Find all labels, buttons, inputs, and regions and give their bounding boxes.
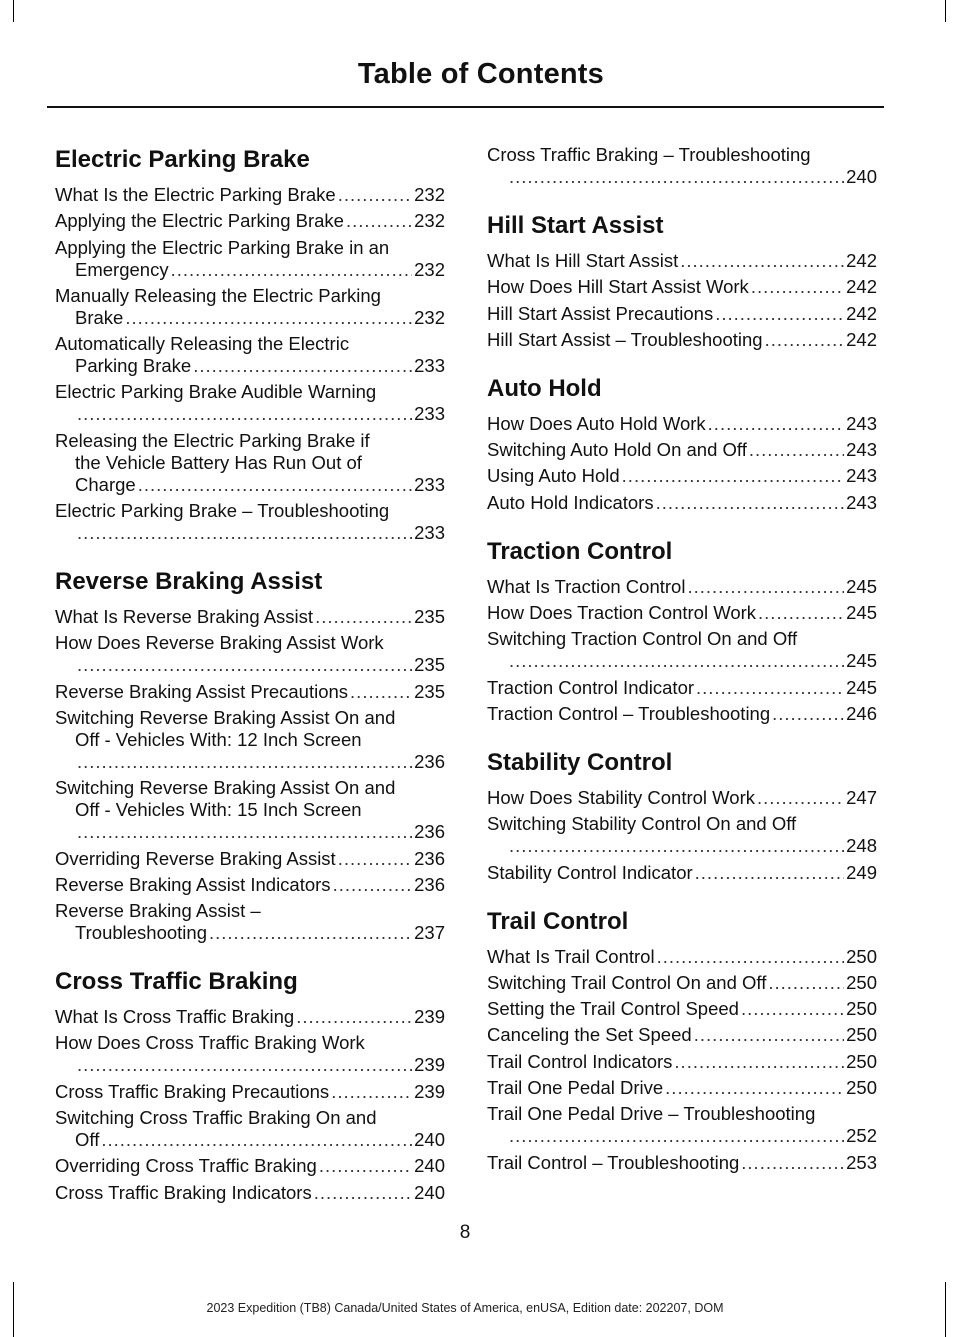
toc-entry-what-is-the-electric-parking-brake[interactable] xyxy=(55,184,445,206)
dot-leader xyxy=(765,329,845,351)
toc-entry-label: Parking Brake xyxy=(75,355,192,377)
toc-entry-label: Off xyxy=(75,1129,100,1151)
toc-entry-label: Overriding Reverse Braking Assist xyxy=(55,847,336,869)
dot-leader xyxy=(509,1125,844,1147)
toc-left-column xyxy=(55,144,445,1208)
dot-leader xyxy=(694,1024,844,1046)
toc-entry-page: 232 xyxy=(414,258,445,280)
toc-entry-label: Reverse Braking Assist Indicators xyxy=(55,873,331,895)
toc-entry-page: 239 xyxy=(414,1080,445,1102)
toc-entry-label: What Is Hill Start Assist xyxy=(487,250,679,271)
toc-entry-page: 245 xyxy=(846,575,877,597)
toc-entry-label: Trail Control Indicators xyxy=(487,1050,673,1072)
toc-entry-label: Auto Hold Indicators xyxy=(487,491,654,513)
toc-entry-label: What Is the Electric Parking Brake xyxy=(55,184,336,205)
section-heading: Traction Control xyxy=(487,537,673,565)
toc-entry-page: 236 xyxy=(414,821,445,843)
toc-section-continued xyxy=(487,144,877,188)
toc-entry-label: How Does Auto Hold Work xyxy=(487,412,706,434)
toc-entry-label: Charge xyxy=(75,473,136,495)
toc-entry-page: 239 xyxy=(414,1006,445,1028)
dot-leader xyxy=(708,413,844,435)
toc-entry-page: 242 xyxy=(846,328,877,350)
toc-entry-label: Electric Parking Brake Audible Warning xyxy=(55,381,377,403)
toc-entry-label: Troubleshooting xyxy=(75,922,207,944)
section-heading: Trail Control xyxy=(487,907,629,935)
toc-entry-label: Trail Control – Troubleshooting xyxy=(487,1151,740,1173)
toc-entry-page: 250 xyxy=(846,1024,877,1046)
dot-leader xyxy=(77,522,412,544)
toc-entry-page: 237 xyxy=(414,922,445,944)
toc-entry-what-is-reverse-braking-assist[interactable] xyxy=(55,606,445,628)
dot-leader xyxy=(77,403,412,425)
toc-entry-label: Cross Traffic Braking Indicators xyxy=(55,1181,312,1203)
toc-entry-label: Switching Stability Control On and Off xyxy=(487,813,797,835)
toc-entry-auto-hold-indicators[interactable] xyxy=(487,492,877,514)
toc-entry-label: Switching Auto Hold On and Off xyxy=(487,439,747,461)
toc-entry-switching-auto-hold-on-and-off[interactable] xyxy=(487,439,877,461)
toc-entry-label: What Is Reverse Braking Assist xyxy=(55,606,314,628)
dot-leader xyxy=(101,1129,412,1151)
toc-entry-page: 250 xyxy=(846,945,877,967)
toc-entry-label: Hill Start Assist Precautions xyxy=(487,302,714,324)
section-heading: Electric Parking Brake xyxy=(55,146,310,173)
toc-entry-page: 247 xyxy=(846,786,877,808)
toc-entry-electric-parking-brake-troubleshooting[interactable] xyxy=(55,500,445,544)
toc-entry-page: 236 xyxy=(414,873,445,895)
toc-entry-label: Traction Control – Troubleshooting xyxy=(487,702,771,724)
dot-leader xyxy=(77,1054,412,1076)
toc-entry-hill-start-assist-precautions[interactable] xyxy=(487,303,877,325)
toc-entry-switching-traction-control-on-and-off[interactable] xyxy=(487,628,877,672)
toc-entry-what-is-hill-start-assist[interactable] xyxy=(487,250,877,272)
dot-leader xyxy=(751,276,844,298)
toc-section-reverse-braking-assist xyxy=(55,566,445,944)
toc-entry-cross-traffic-braking-precautions[interactable] xyxy=(55,1081,445,1103)
dot-leader xyxy=(319,1155,412,1177)
title-divider xyxy=(47,106,884,108)
dot-leader xyxy=(674,1051,844,1073)
section-heading: Reverse Braking Assist xyxy=(55,568,323,596)
dot-leader xyxy=(346,210,412,232)
toc-entry-label: Hill Start Assist – Troubleshooting xyxy=(487,328,763,350)
toc-entry-label: Cross Traffic Braking Precautions xyxy=(55,1080,330,1102)
toc-entry-how-does-auto-hold-work[interactable] xyxy=(487,413,877,435)
toc-entry-label: Reverse Braking Assist – xyxy=(55,900,261,922)
toc-entry-label: Trail One Pedal Drive – Troubleshooting xyxy=(487,1103,816,1125)
toc-entry-label: How Does Hill Start Assist Work xyxy=(487,276,749,298)
toc-entry-trail-control-troubleshooting[interactable] xyxy=(487,1152,877,1174)
toc-entry-page: 240 xyxy=(414,1181,445,1203)
toc-section-electric-parking-brake xyxy=(55,144,445,544)
dot-leader xyxy=(695,862,844,884)
toc-entry-what-is-traction-control[interactable] xyxy=(487,576,877,598)
toc-entry-page: 242 xyxy=(846,302,877,324)
toc-entry-page: 235 xyxy=(414,654,445,676)
page-number: 8 xyxy=(459,1222,471,1243)
toc-entry-page: 236 xyxy=(414,847,445,869)
toc-entry-trail-one-pedal-drive-troubleshooting[interactable] xyxy=(487,1103,877,1147)
toc-entry-page: 249 xyxy=(846,861,877,883)
toc-entry-overriding-cross-traffic-braking[interactable] xyxy=(55,1155,445,1177)
toc-section-auto-hold xyxy=(487,373,877,514)
toc-entry-page: 245 xyxy=(846,602,877,624)
dot-leader xyxy=(77,821,412,843)
dot-leader xyxy=(749,439,844,461)
toc-entry-page: 240 xyxy=(414,1155,445,1177)
toc-entry-cross-traffic-braking-indicators[interactable] xyxy=(55,1182,445,1204)
toc-entry-page: 233 xyxy=(414,403,445,425)
toc-entry-label: Electric Parking Brake – Troubleshooting xyxy=(55,500,390,522)
toc-entry-page: 242 xyxy=(846,250,877,271)
toc-entry-page: 240 xyxy=(846,166,877,187)
toc-entry-label: Stability Control Indicator xyxy=(487,861,693,883)
dot-leader xyxy=(768,972,844,994)
toc-entry-page: 252 xyxy=(846,1125,877,1147)
crop-mark xyxy=(945,0,946,22)
toc-entry-releasing-the-electric-parking-brake-if[interactable] xyxy=(55,430,445,496)
dot-leader xyxy=(138,474,412,496)
toc-entry-label: Switching Cross Traffic Braking On and xyxy=(55,1107,377,1129)
toc-right-column xyxy=(487,144,877,1178)
toc-entry-page: 240 xyxy=(414,1129,445,1151)
toc-entry-switching-stability-control-on-and-off[interactable] xyxy=(487,813,877,857)
toc-entry-overriding-reverse-braking-assist[interactable] xyxy=(55,848,445,870)
toc-entry-automatically-releasing-the-electric[interactable] xyxy=(55,333,445,377)
toc-entry-switching-cross-traffic-braking-on-and[interactable] xyxy=(55,1107,445,1151)
toc-entry-how-does-hill-start-assist-work[interactable] xyxy=(487,276,877,298)
dot-leader xyxy=(715,303,844,325)
toc-section-stability-control xyxy=(487,747,877,884)
toc-entry-label: Overriding Cross Traffic Braking xyxy=(55,1155,317,1177)
toc-entry-label: Switching Reverse Braking Assist On and xyxy=(55,706,396,728)
toc-section-hill-start-assist xyxy=(487,210,877,351)
toc-entry-page: 243 xyxy=(846,491,877,513)
toc-entry-applying-the-electric-parking-brake[interactable] xyxy=(55,210,445,232)
toc-entry-page: 233 xyxy=(414,522,445,544)
toc-entry-page: 232 xyxy=(414,306,445,328)
dot-leader xyxy=(509,835,844,857)
toc-entry-using-auto-hold[interactable] xyxy=(487,465,877,487)
toc-entry-reverse-braking-assist-indicators[interactable] xyxy=(55,874,445,896)
section-heading: Auto Hold xyxy=(487,374,602,402)
toc-entry-page: 245 xyxy=(846,676,877,698)
toc-entry-page: 253 xyxy=(846,1151,877,1173)
toc-entry-label: How Does Traction Control Work xyxy=(487,602,757,624)
dot-leader xyxy=(509,166,844,188)
crop-mark xyxy=(945,1282,946,1337)
toc-entry-label: Applying the Electric Parking Brake xyxy=(55,210,344,232)
section-heading: Stability Control xyxy=(487,748,673,776)
dot-leader xyxy=(333,874,413,896)
toc-entry-label: Automatically Releasing the Electric xyxy=(55,333,350,355)
dot-leader xyxy=(338,848,412,870)
toc-entry-setting-the-trail-control-speed[interactable] xyxy=(487,998,877,1020)
toc-entry-how-does-traction-control-work[interactable] xyxy=(487,602,877,624)
toc-entry-label: Reverse Braking Assist Precautions xyxy=(55,680,349,702)
toc-entry-reverse-braking-assist-precautions[interactable] xyxy=(55,681,445,703)
toc-entry-page: 246 xyxy=(846,702,877,724)
toc-entry-page: 243 xyxy=(846,412,877,434)
toc-entry-electric-parking-brake-audible-warning[interactable] xyxy=(55,381,445,425)
dot-leader xyxy=(622,465,844,487)
toc-entry-page: 242 xyxy=(846,276,877,298)
dot-leader xyxy=(757,787,844,809)
toc-entry-how-does-cross-traffic-braking-work[interactable] xyxy=(55,1032,445,1076)
toc-entry-label: What Is Traction Control xyxy=(487,575,686,597)
toc-section-cross-traffic-braking xyxy=(55,966,445,1203)
page-title: Table of Contents xyxy=(357,58,604,90)
toc-entry-cross-traffic-braking-troubleshooting[interactable] xyxy=(487,144,877,188)
dot-leader xyxy=(314,1182,412,1204)
toc-entry-traction-control-troubleshooting[interactable] xyxy=(487,703,877,725)
toc-entry-label: Canceling the Set Speed xyxy=(487,1024,692,1046)
toc-entry-label: What Is Cross Traffic Braking xyxy=(55,1006,295,1028)
dot-leader xyxy=(171,259,413,281)
toc-entry-label: Emergency xyxy=(75,258,169,280)
toc-entry-trail-one-pedal-drive[interactable] xyxy=(487,1077,877,1099)
dot-leader xyxy=(331,1081,412,1103)
toc-entry-page: 239 xyxy=(414,1054,445,1076)
toc-entry-label: Switching Trail Control On and Off xyxy=(487,971,767,993)
dot-leader xyxy=(193,355,412,377)
toc-entry-label: Using Auto Hold xyxy=(487,465,620,487)
toc-entry-label: Brake xyxy=(75,306,124,328)
toc-entry-label: Cross Traffic Braking – Troubleshooting xyxy=(487,144,811,165)
dot-leader xyxy=(687,576,844,598)
dot-leader xyxy=(296,1006,412,1028)
toc-entry-how-does-reverse-braking-assist-work[interactable] xyxy=(55,632,445,676)
toc-entry-label: the Vehicle Battery Has Run Out of xyxy=(75,451,362,473)
toc-entry-label: How Does Cross Traffic Braking Work xyxy=(55,1032,365,1054)
toc-entry-page: 250 xyxy=(846,1050,877,1072)
toc-entry-switching-trail-control-on-and-off[interactable] xyxy=(487,972,877,994)
toc-entry-switching-reverse-braking-assist-on-and[interactable] xyxy=(55,777,445,843)
toc-entry-page: 250 xyxy=(846,998,877,1020)
dot-leader xyxy=(350,681,412,703)
dot-leader xyxy=(77,654,412,676)
dot-leader xyxy=(125,307,412,329)
dot-leader xyxy=(696,677,844,699)
toc-entry-traction-control-indicator[interactable] xyxy=(487,677,877,699)
toc-entry-page: 232 xyxy=(414,210,445,232)
toc-section-traction-control xyxy=(487,536,877,725)
toc-entry-label: What Is Trail Control xyxy=(487,945,655,967)
dot-leader xyxy=(315,606,412,628)
toc-entry-label: Switching Reverse Braking Assist On and xyxy=(55,777,396,799)
toc-entry-how-does-stability-control-work[interactable] xyxy=(487,787,877,809)
toc-entry-label: Switching Traction Control On and Off xyxy=(487,628,798,650)
dot-leader xyxy=(338,184,412,206)
toc-entry-label: Releasing the Electric Parking Brake if xyxy=(55,429,370,451)
dot-leader xyxy=(741,998,844,1020)
toc-entry-page: 248 xyxy=(846,835,877,857)
toc-entry-page: 250 xyxy=(846,971,877,993)
dot-leader xyxy=(772,703,844,725)
toc-entry-hill-start-assist-troubleshooting[interactable] xyxy=(487,329,877,351)
dot-leader xyxy=(665,1077,844,1099)
toc-entry-stability-control-indicator[interactable] xyxy=(487,862,877,884)
section-heading: Hill Start Assist xyxy=(487,212,664,239)
toc-entry-reverse-braking-assist[interactable] xyxy=(55,900,445,944)
toc-entry-page: 232 xyxy=(414,184,445,205)
toc-entry-page: 245 xyxy=(846,650,877,672)
toc-entry-trail-control-indicators[interactable] xyxy=(487,1051,877,1073)
dot-leader xyxy=(77,751,412,773)
toc-entry-label: Traction Control Indicator xyxy=(487,676,695,698)
dot-leader xyxy=(656,492,845,514)
toc-entry-page: 236 xyxy=(414,750,445,772)
toc-entry-canceling-the-set-speed[interactable] xyxy=(487,1024,877,1046)
dot-leader xyxy=(509,650,844,672)
toc-entry-applying-the-electric-parking-brake-in-an[interactable] xyxy=(55,237,445,281)
toc-entry-page: 250 xyxy=(846,1077,877,1099)
toc-entry-switching-reverse-braking-assist-on-and[interactable] xyxy=(55,707,445,773)
toc-entry-page: 235 xyxy=(414,680,445,702)
section-heading: Cross Traffic Braking xyxy=(55,968,298,996)
dot-leader xyxy=(657,946,845,968)
toc-entry-page: 243 xyxy=(846,439,877,461)
dot-leader xyxy=(758,602,844,624)
toc-entry-page: 235 xyxy=(414,606,445,628)
toc-entry-page: 243 xyxy=(846,465,877,487)
dot-leader xyxy=(209,922,412,944)
toc-entry-page: 233 xyxy=(414,355,445,377)
footer-edition-info: 2023 Expedition (TB8) Canada/United States of America, enUSA, Edition date: 202207, DOM xyxy=(206,1301,724,1315)
toc-entry-label: How Does Reverse Braking Assist Work xyxy=(55,632,384,654)
toc-entry-label: How Does Stability Control Work xyxy=(487,786,755,808)
toc-entry-what-is-cross-traffic-braking[interactable] xyxy=(55,1006,445,1028)
toc-entry-label: Off - Vehicles With: 15 Inch Screen xyxy=(75,799,362,821)
toc-entry-page: 233 xyxy=(414,473,445,495)
dot-leader xyxy=(680,250,844,272)
toc-entry-label: Off - Vehicles With: 12 Inch Screen xyxy=(75,728,362,750)
toc-entry-label: Trail One Pedal Drive xyxy=(487,1077,664,1099)
toc-entry-label: Setting the Trail Control Speed xyxy=(487,998,739,1020)
toc-entry-label: Manually Releasing the Electric Parking xyxy=(55,284,381,306)
toc-entry-label: Applying the Electric Parking Brake in an xyxy=(55,236,390,258)
toc-entry-manually-releasing-the-electric-parking[interactable] xyxy=(55,285,445,329)
toc-entry-what-is-trail-control[interactable] xyxy=(487,946,877,968)
toc-section-trail-control xyxy=(487,906,877,1174)
dot-leader xyxy=(741,1152,844,1174)
crop-mark xyxy=(13,0,14,22)
